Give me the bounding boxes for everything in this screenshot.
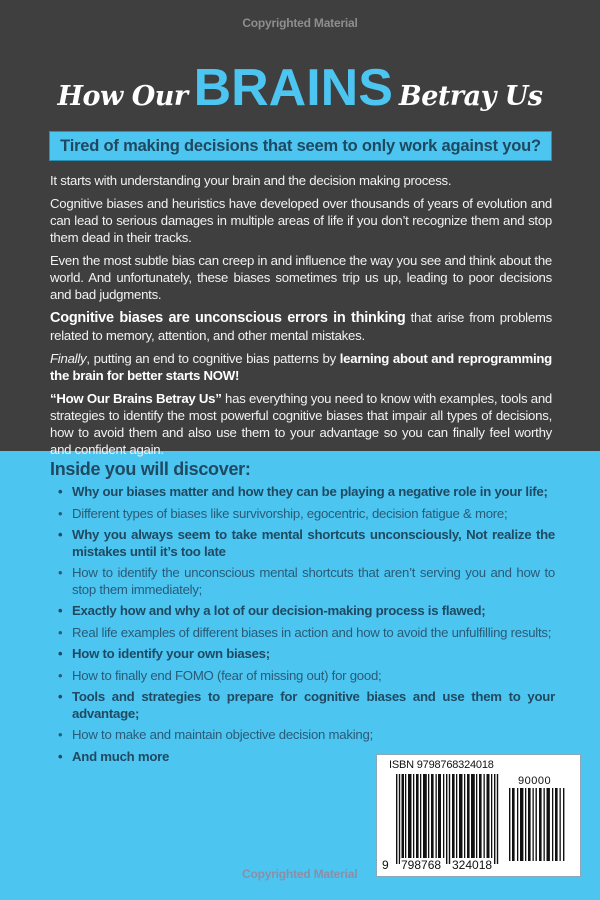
list-item bbox=[50, 603, 555, 620]
bullet-icon: • bbox=[58, 646, 63, 661]
bullet-icon: • bbox=[58, 603, 63, 618]
intro-paragraph-5-mid: , putting an end to cognitive bias patterns by bbox=[86, 351, 340, 366]
intro-paragraph-2: Cognitive biases and heuristics have developed over thousands of years of evolution and can lead to serious damages in multiple areas of life if you don’t recognize them and stop them dead in their tracks. bbox=[50, 196, 552, 245]
intro-paragraph-1: It starts with understanding your brain and the decision making process. bbox=[50, 173, 452, 188]
discover-list bbox=[50, 484, 555, 765]
barcode-digits-group-2: 324018 bbox=[452, 858, 493, 872]
intro-paragraph-6-rest: has everything you need to know with examples, tools and strategies to identify the most powerful cognitive biases that impair all types of decisions, how to avoid them and also use them to your advantage so you can finally feel worthy and confident again. bbox=[50, 391, 553, 457]
bullet-icon: • bbox=[58, 527, 63, 542]
list-item-text: Tools and strategies to prepare for cognitive biases and use them to your advantage; bbox=[72, 689, 555, 721]
list-item bbox=[50, 625, 555, 642]
list-item bbox=[50, 484, 555, 501]
list-item bbox=[50, 668, 555, 685]
intro-paragraph-4-rest: that arise from problems related to memory, attention, and other mental mistakes. bbox=[50, 310, 552, 343]
addon-barcode-bars-icon bbox=[509, 788, 567, 861]
book-title-quote: “How Our Brains Betray Us” bbox=[50, 391, 222, 406]
list-item bbox=[50, 646, 555, 663]
list-item bbox=[50, 506, 555, 523]
barcode-digits-group-1: 798768 bbox=[401, 858, 442, 872]
tagline-banner: Tired of making decisions that seem to only work against you? bbox=[49, 131, 552, 161]
list-item-text: Different types of biases like survivorship, egocentric, decision fatigue & more; bbox=[72, 505, 508, 521]
bullet-icon: • bbox=[58, 689, 63, 704]
price-addon-label: 90000 bbox=[518, 775, 552, 787]
list-item bbox=[50, 527, 555, 560]
list-item-text: How to finally end FOMO (fear of missing out) for good; bbox=[72, 667, 382, 683]
list-item-text: How to make and maintain objective decision making; bbox=[72, 727, 373, 742]
bullet-icon: • bbox=[58, 624, 63, 640]
intro-text bbox=[50, 172, 552, 464]
list-item-text: Exactly how and why a lot of our decision-making process is flawed; bbox=[72, 603, 486, 618]
list-item-text: How to identify your own biases; bbox=[72, 646, 270, 661]
intro-paragraph-6 bbox=[50, 390, 552, 458]
bullet-icon: • bbox=[58, 748, 63, 764]
list-item bbox=[50, 727, 555, 744]
copyright-watermark-bottom: Copyrighted Material bbox=[242, 867, 358, 881]
bullet-icon: • bbox=[58, 484, 63, 499]
list-item-text: Real life examples of different biases in action and how to avoid the unfulfilling results; bbox=[72, 624, 552, 640]
bullet-icon: • bbox=[58, 667, 63, 683]
barcode-bars-icon bbox=[396, 774, 501, 864]
intro-emphasis: Cognitive biases are unconscious errors in thinking bbox=[50, 310, 406, 326]
intro-paragraph-3: Even the most subtle bias can creep in and influence the way you see and think about the world. And unfortunately, these biases sometimes trip us up, leading to poor decisions and bad judgments. bbox=[50, 253, 552, 302]
list-item-text: Why you always seem to take mental shortcuts unconsciously, Not realize the mistakes until it’s too late bbox=[72, 527, 555, 559]
discover-section bbox=[50, 459, 555, 770]
bullet-icon: • bbox=[58, 565, 63, 580]
copyright-watermark-top: Copyrighted Material bbox=[242, 16, 358, 30]
title-part-2: Betray Us bbox=[398, 81, 543, 112]
intro-italic-word: Finally bbox=[50, 351, 87, 366]
isbn-label: ISBN 9798768324018 bbox=[389, 759, 494, 771]
bullet-icon: • bbox=[58, 505, 63, 521]
book-title bbox=[0, 59, 600, 117]
barcode-digit-first: 9 bbox=[382, 858, 389, 872]
intro-paragraph-5-bold: learning about and reprogramming the brain for better starts NOW! bbox=[50, 351, 552, 383]
list-item-text: How to identify the unconscious mental shortcuts that aren’t serving you and how to stop them immediately; bbox=[72, 565, 555, 597]
list-item-text: Why our biases matter and how they can be playing a negative role in your life; bbox=[72, 484, 548, 499]
title-highlight: BRAINS bbox=[193, 59, 393, 117]
list-item bbox=[50, 565, 555, 598]
intro-paragraph-4 bbox=[50, 309, 552, 344]
bullet-icon: • bbox=[58, 727, 63, 742]
list-item-text: And much more bbox=[72, 748, 170, 764]
title-part-1: How Our bbox=[57, 81, 188, 112]
intro-paragraph-5 bbox=[50, 350, 552, 384]
discover-heading: Inside you will discover: bbox=[50, 459, 251, 479]
isbn-barcode bbox=[376, 754, 581, 877]
list-item bbox=[50, 689, 555, 722]
